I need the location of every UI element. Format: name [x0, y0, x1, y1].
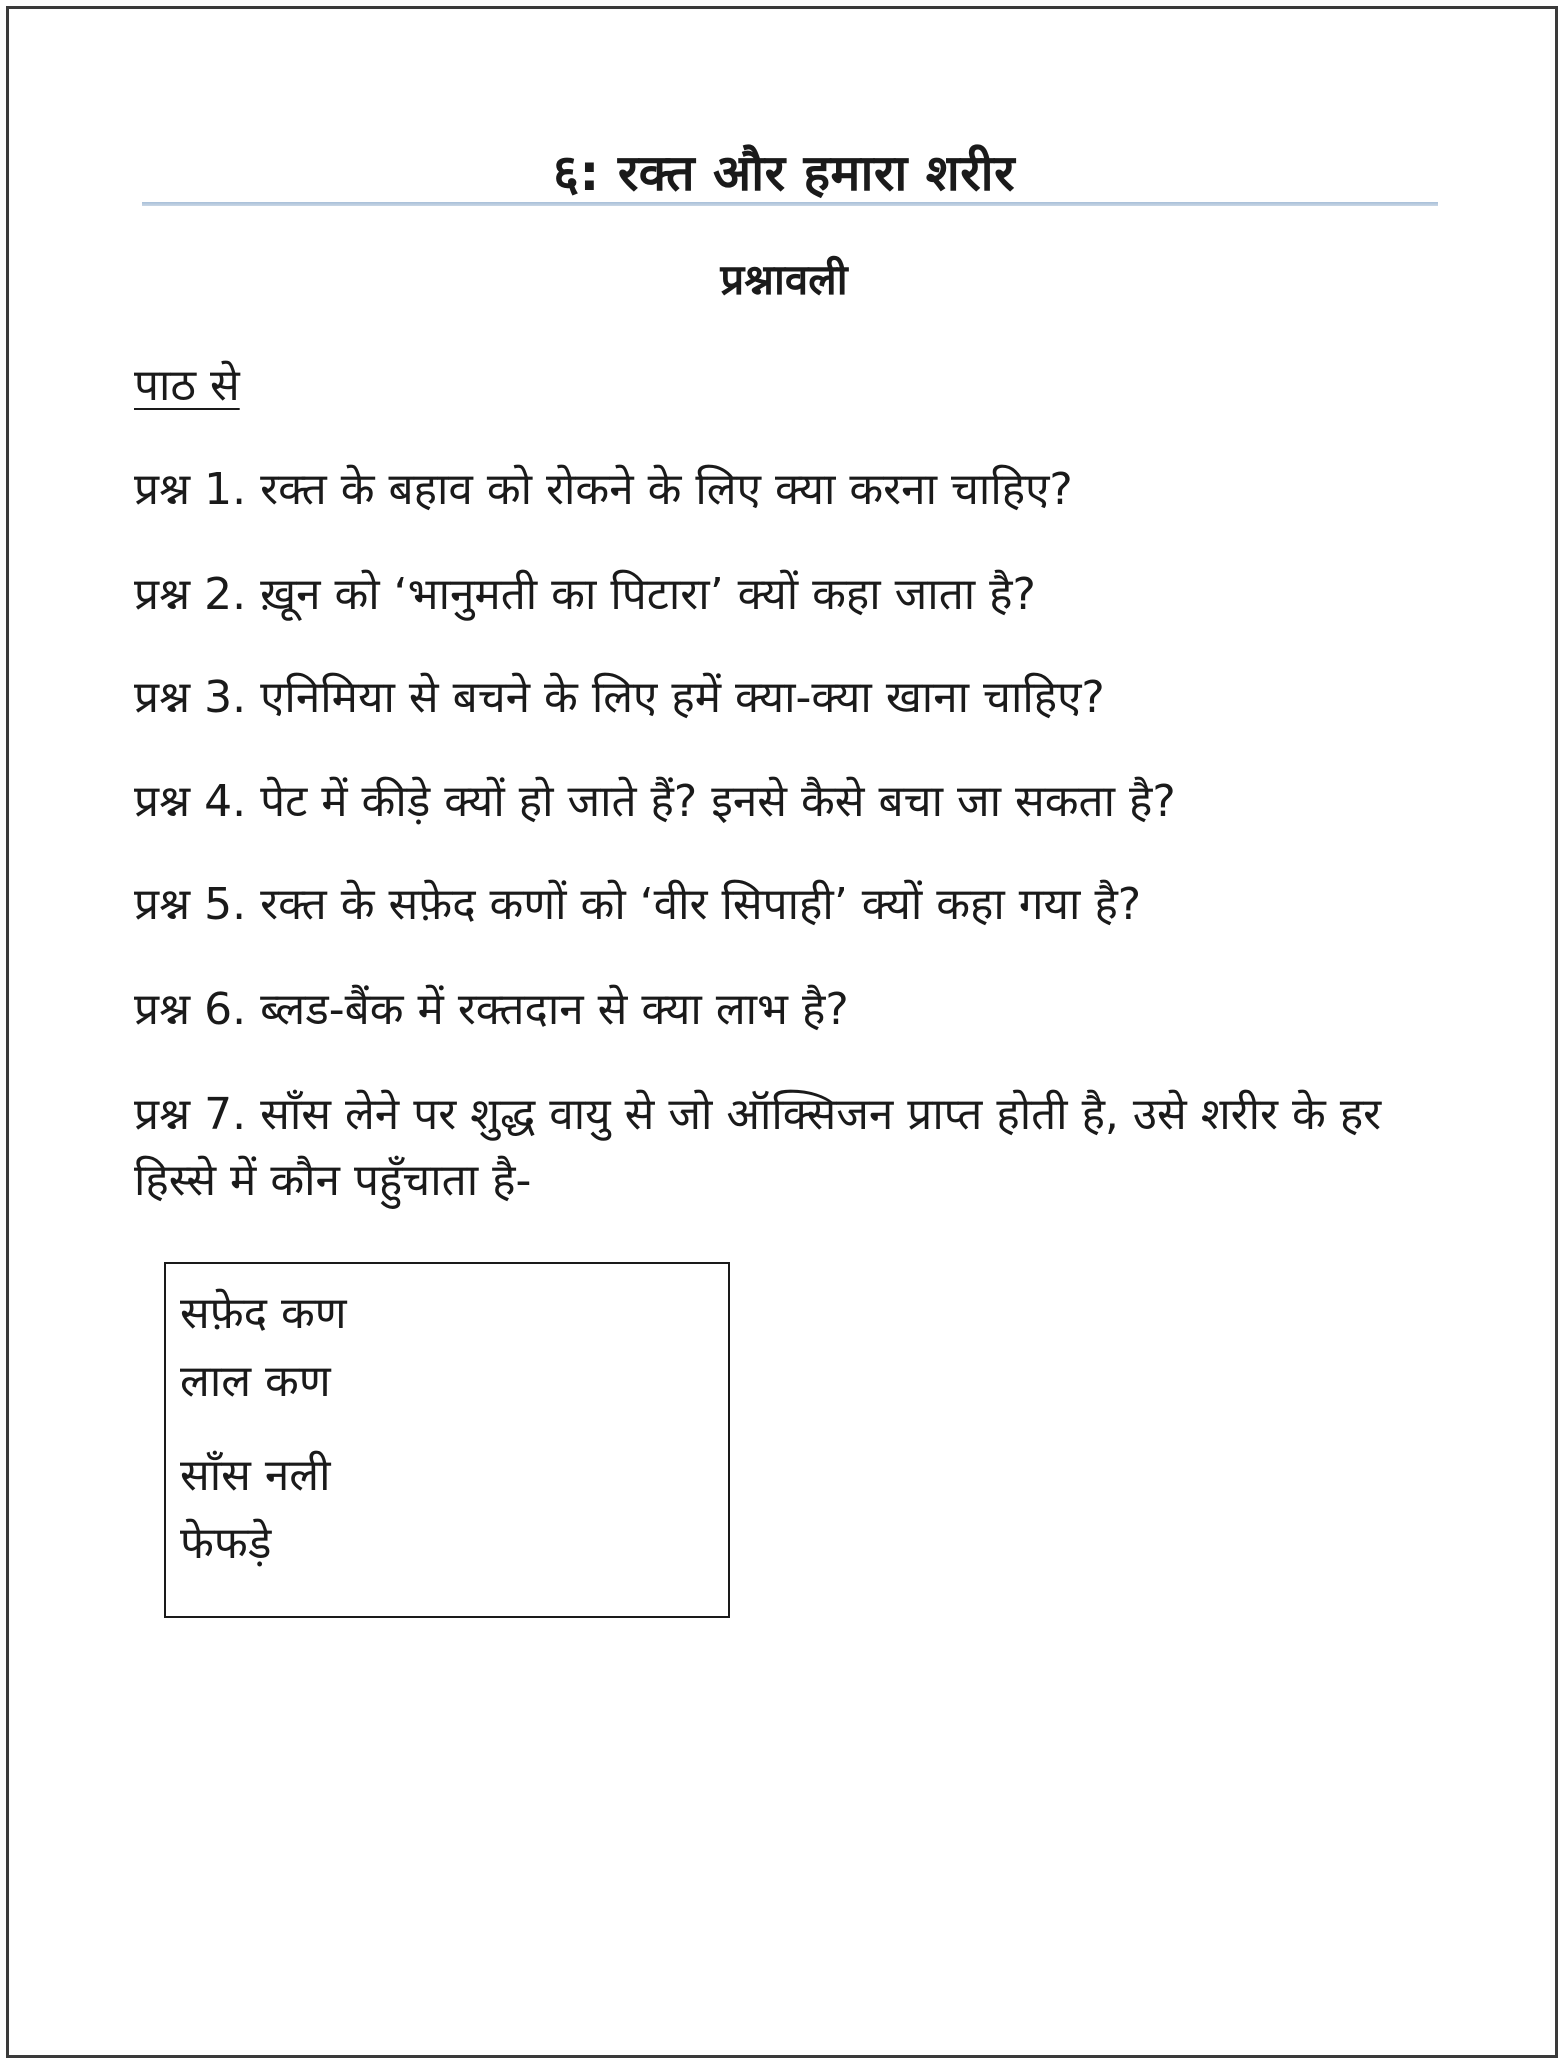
question-5: प्रश्न 5. रक्त के सफ़ेद कणों को ‘वीर सिपाही’ क्यों कहा गया है?: [134, 879, 1142, 930]
question-2: प्रश्न 2. ख़ून को ‘भानुमती का पिटारा’ क्यों कहा जाता है?: [134, 569, 1036, 620]
question-6: प्रश्न 6. ब्लड-बैंक में रक्तदान से क्या लाभ है?: [134, 984, 849, 1035]
section-label: पाठ से: [134, 360, 240, 411]
option-item: सफ़ेद कण: [180, 1288, 347, 1339]
chapter-title: ६: रक्त और हमारा शरीर: [552, 144, 1016, 202]
option-item: साँस नली: [180, 1450, 331, 1501]
answer-options-box: [164, 1262, 730, 1618]
section-heading: प्रश्नावली: [720, 255, 848, 304]
option-item: लाल कण: [180, 1356, 331, 1407]
question-7: प्रश्न 7. साँस लेने पर शुद्ध वायु से जो ऑक्सिजन प्राप्त होती है, उसे शरीर के हर हिस्से में कौन पहुँचाता है-: [134, 1089, 1382, 1206]
question-4: प्रश्न 4. पेट में कीड़े क्यों हो जाते हैं? इनसे कैसे बचा जा सकता है?: [134, 776, 1176, 827]
question-3: प्रश्न 3. एनिमिया से बचने के लिए हमें क्या-क्या खाना चाहिए?: [134, 672, 1105, 723]
question-1: प्रश्न 1. रक्त के बहाव को रोकने के लिए क्या करना चाहिए?: [134, 464, 1073, 515]
option-item: फेफड़े: [180, 1518, 272, 1569]
title-underline-rule: [142, 202, 1438, 206]
